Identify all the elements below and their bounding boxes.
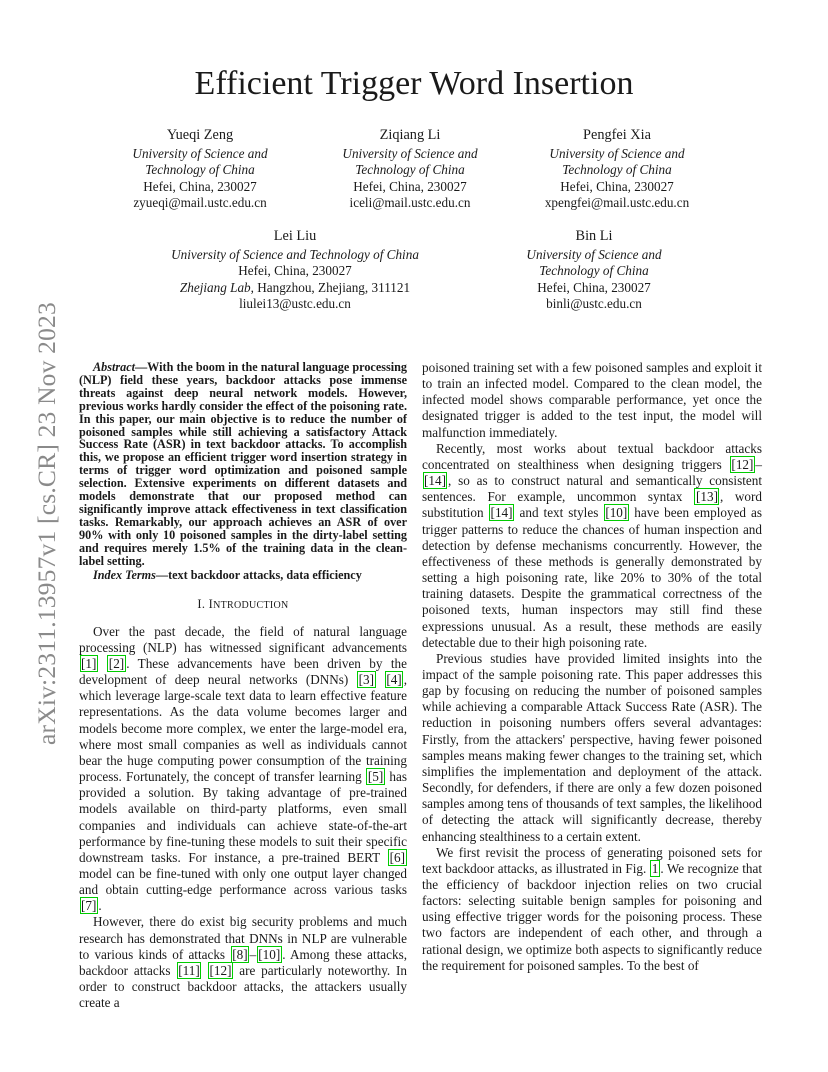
author-email: xpengfei@mail.ustc.edu.cn	[544, 195, 690, 211]
arxiv-identifier-stamp	[12, 285, 61, 745]
paragraph-text: We first revisit the process of generating poisoned sets for text backdoor attacks, as illustrated in Fig.	[422, 844, 762, 876]
intro-paragraph-2	[79, 914, 407, 1011]
paragraph-text: , which leverage large-scale text data to learn effective feature representations. As the data volume becomes larger and models become more complex, we enter the large-model era, where most small companies as well as individuals cannot bear the huge computing power consumption of the training process. Fortunately, the concept of transfer learning	[79, 672, 407, 785]
citation-link[interactable]: [10]	[605, 505, 628, 521]
author-lab-address: , Hangzhou, Zhejiang, 311121	[250, 279, 411, 295]
arxiv-identifier-text: arXiv:2311.13957v1 [cs.CR] 23 Nov 2023	[32, 302, 61, 745]
author-address: Hefei, China, 230027	[560, 178, 674, 194]
author-email: iceli@mail.ustc.edu.cn	[349, 195, 471, 211]
paragraph-text: model can be fine-tuned with only one output layer changed and obtain cutting-edge performance across various tasks	[79, 866, 407, 898]
intro-paragraph-4: Previous studies have provided limited insights into the impact of the sample poisoning rate. This paper addresses this gap by focusing on reducing the number of poisoned samples while achieving a comparable Attack Success Rate (ASR). The reduction in poisoning numbers offers several advantages: Firstly, from the attackers' perspective, having fewer poisoned samples means making fewer changes to the training set, which simplifies the implementation and deployment of the attack. Secondly, for defenders, if there are only a few dozen poisoned samples among tens of thousands of text samples, the likelihood of detecting the attack will significantly decrease, thereby enhancing stealthiness to a certain extent.	[422, 650, 762, 844]
author-affiliation-line-2: Technology of China	[539, 263, 649, 279]
paragraph-text: . Among these attacks, backdoor attacks	[79, 946, 407, 978]
intro-paragraph-1	[79, 624, 407, 915]
index-terms	[79, 568, 407, 582]
author-address: Hefei, China, 230027	[537, 279, 651, 295]
section-number: I.	[197, 596, 206, 611]
paragraph-text: , so as to construct natural and semantically consistent sentences. For example, uncommon syntax	[422, 473, 762, 505]
right-column	[422, 360, 762, 974]
paragraph-text: have been employed as trigger patterns to reduce the chances of human inspection and detection by defense mechanisms concurrently. However, the effectiveness of these methods is generally demonstrated by setting a high poisoning rate, like 20% to 30% of the total training datasets. Despite the grammatical correctness of the poisoned texts, human inspectors may still find these expressions unusual. As a result, these methods are easily detectable due to their high poisoning rate.	[422, 505, 762, 650]
paragraph-text	[202, 963, 208, 978]
citation-link[interactable]: [4]	[386, 672, 402, 688]
author-name: Yueqi Zeng	[166, 127, 234, 143]
section-title-rest: NTRODUCTION	[213, 599, 289, 611]
paragraph-text: . We recognize that the efficiency of backdoor injection relies on two crucial factors: selecting suitable benign samples for poisoning and using effective trigger words for the poisoning process. These two factors are independent of each other, and through a rational design, we optimize both aspects to significantly reduce the requirement for poisoned samples. To the best of	[422, 860, 763, 973]
author-affiliation-line-1: University of Science and	[549, 146, 685, 161]
paper-title: Efficient Trigger Word Insertion	[194, 65, 634, 102]
intro-paragraph-5	[422, 845, 762, 974]
author-lab-name: Zhejiang Lab	[179, 279, 251, 295]
paragraph-text	[376, 672, 384, 687]
author-block-5	[494, 227, 694, 313]
author-lab-line	[150, 280, 440, 296]
paragraph-text: However, there do exist big security problems and much research has demonstrated that DNNs in NLP are vulnerable to various kinds of attacks	[79, 914, 407, 962]
author-affiliation-line-1: University of Science and Technology of China	[171, 247, 419, 262]
section-heading-introduction	[79, 596, 407, 614]
author-block-3	[517, 126, 717, 212]
author-email: binli@ustc.edu.cn	[546, 296, 642, 312]
figure-reference-link[interactable]: 1	[651, 860, 659, 876]
paragraph-text: –	[249, 946, 257, 962]
citation-link[interactable]: [12]	[209, 962, 232, 978]
author-affiliation-line-1: University of Science and	[342, 146, 478, 161]
author-name: Pengfei Xia	[583, 127, 651, 143]
citation-link[interactable]: [11]	[178, 962, 200, 978]
citation-link[interactable]: [1]	[81, 655, 97, 671]
author-affiliation-line-2: Technology of China	[355, 162, 465, 178]
author-email: zyueqi@mail.ustc.edu.cn	[133, 195, 267, 211]
citation-link[interactable]: [14]	[424, 473, 446, 489]
abstract	[79, 361, 407, 568]
author-email: liulei13@ustc.edu.cn	[239, 296, 351, 312]
abstract-lead: Abstract	[93, 360, 135, 374]
paragraph-text: , word substitution	[422, 489, 762, 521]
paragraph-text: . These advancements have been driven by the development of deep neural networks (DNNs)	[79, 655, 407, 688]
author-affiliation-line-1: University of Science and	[526, 247, 662, 262]
citation-link[interactable]: [10]	[258, 946, 281, 962]
paragraph-text	[98, 656, 106, 671]
index-terms-lead: Index Terms	[93, 567, 156, 582]
citation-link[interactable]: [3]	[358, 672, 374, 688]
paragraph-text: Over the past decade, the field of natural language processing (NLP) has witnessed significant advancements	[79, 623, 407, 655]
section-title-initial: I	[208, 596, 214, 611]
abstract-body: —With the boom in the natural language processing (NLP) field these years, backdoor attacks pose immense threats against deep neural network models. However, previous works hardly consider the effect of the poisoning rate. In this paper, our main objective is to reduce the number of poisoned samples while still achieving a satisfactory Attack Success Rate (ASR) in text backdoor attacks. To accomplish this, we propose an efficient trigger word insertion strategy in terms of trigger word optimization and poisoned sample selection. Extensive experiments on different datasets and models demonstrate that our proposed method can significantly improve attack effectiveness in text classification tasks. Remarkably, our approach achieves an ASR of over 90% with only 10 poisoned samples in the dirty-label setting and requires merely 1.5% of the training data in the clean-label setting.	[79, 360, 407, 568]
citation-link[interactable]: [2]	[108, 655, 125, 671]
paragraph-text: –	[755, 456, 762, 472]
intro-paragraph-continued: poisoned training set with a few poisoned samples and exploit it to train an infected model. Compared to the clean model, the infected model shows comparable performance, yet once the designated trigger is added to the test input, the model will malfunction immediately.	[422, 360, 762, 440]
author-block-2	[310, 126, 510, 212]
author-block-1	[100, 126, 300, 212]
paragraph-text: and text styles	[514, 505, 604, 521]
paragraph-text: .	[98, 898, 102, 914]
citation-link[interactable]: [13]	[695, 489, 718, 505]
index-terms-body: —text backdoor attacks, data efficiency	[155, 567, 362, 582]
paragraph-text: Recently, most works about textual backdoor attacks concentrated on stealthiness when designing triggers	[422, 440, 762, 472]
citation-link[interactable]: [12]	[731, 456, 754, 472]
author-name: Bin Li	[575, 228, 613, 244]
author-address: Hefei, China, 230027	[143, 178, 257, 194]
paragraph-text: are particularly noteworthy. In order to construct backdoor attacks, the attackers usually create a	[79, 962, 407, 1011]
author-address: Hefei, China, 230027	[238, 263, 352, 279]
citation-link[interactable]: [8]	[232, 946, 248, 962]
author-name: Ziqiang Li	[379, 127, 441, 143]
citation-link[interactable]: [7]	[81, 898, 97, 914]
author-name: Lei Liu	[273, 228, 317, 244]
paragraph-text: has provided a solution. By taking advantage of pre-trained models available on third-party platforms, even small companies and individuals can achieve state-of-the-art performance by fine-tuning these models to suit their specific downstream tasks. For instance, a pre-trained BERT	[79, 769, 407, 865]
citation-link[interactable]: [14]	[490, 505, 513, 521]
citation-link[interactable]: [5]	[367, 769, 384, 785]
author-affiliation-line-2: Technology of China	[145, 162, 255, 178]
author-block-4	[150, 227, 440, 313]
author-affiliation-line-1: University of Science and	[132, 146, 268, 161]
intro-paragraph-3	[422, 441, 762, 651]
citation-link[interactable]: [6]	[389, 849, 405, 865]
author-address: Hefei, China, 230027	[353, 178, 467, 194]
author-affiliation-line-2: Technology of China	[562, 162, 672, 178]
left-column	[79, 361, 407, 1011]
